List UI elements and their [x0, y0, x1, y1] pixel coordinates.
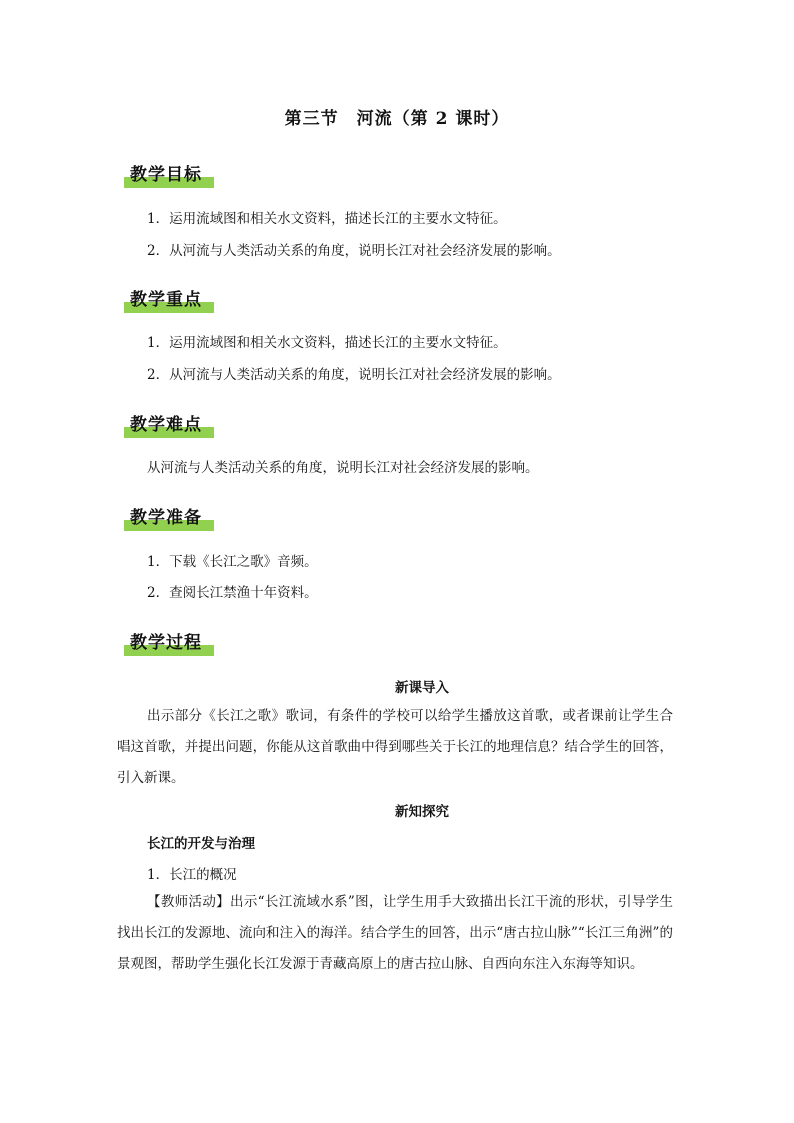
intro-paragraph: 出示部分《长江之歌》歌词，有条件的学校可以给学生播放这首歌，或者课前让学生合唱这首歌，并提出问题，你能从这首歌曲中得到哪些关于长江的地理信息？结合学生的回答，引入新课。: [117, 708, 673, 786]
goal-item: 1．运用流域图和相关水文资料，描述长江的主要水文特征。: [147, 211, 507, 227]
document-title: 第三节 河流（第 2 课时）: [284, 109, 510, 129]
goal-item: 2．从河流与人类活动关系的角度，说明长江对社会经济发展的影响。: [147, 243, 561, 259]
activity-label: 【教师活动】: [147, 894, 231, 910]
section-heading-text: 教学重点: [130, 290, 202, 310]
section-heading-difficulties: [124, 410, 202, 436]
section-heading-process: [124, 628, 202, 654]
section-heading-text: 教学过程: [130, 633, 202, 653]
topic-title: 长江的开发与治理: [147, 836, 255, 852]
section-heading-text: 教学难点: [130, 415, 202, 435]
section-heading-goals: [124, 160, 202, 186]
section-heading-text: 教学目标: [130, 165, 202, 185]
subsection-title-explore: 新知探究: [395, 804, 449, 820]
key-point-item: 2．从河流与人类活动关系的角度，说明长江对社会经济发展的影响。: [147, 367, 561, 383]
preparation-item: 2．查阅长江禁渔十年资料。: [147, 585, 318, 601]
subsection-title-intro: 新课导入: [395, 680, 449, 696]
activity-text: 出示“长江流域水系”图，让学生用手大致描出长江干流的形状，引导学生找出长江的发源地、流向和注入的海洋。结合学生的回答，出示“唐古拉山脉”“长江三角洲”的景观图，帮助学生强化长江发源于青藏高原上的唐古拉山脉、自西向东注入东海等知识。: [117, 894, 674, 972]
key-point-item: 1．运用流域图和相关水文资料，描述长江的主要水文特征。: [147, 335, 507, 351]
section-heading-key-points: [124, 285, 202, 311]
subtopic-title: 1．长江的概况: [147, 867, 237, 883]
teacher-activity-paragraph: [117, 887, 673, 980]
preparation-item: 1．下载《长江之歌》音频。: [147, 554, 318, 570]
difficulty-text: 从河流与人类活动关系的角度，说明长江对社会经济发展的影响。: [147, 460, 539, 476]
section-heading-text: 教学准备: [130, 508, 202, 528]
section-heading-preparation: [124, 503, 202, 529]
